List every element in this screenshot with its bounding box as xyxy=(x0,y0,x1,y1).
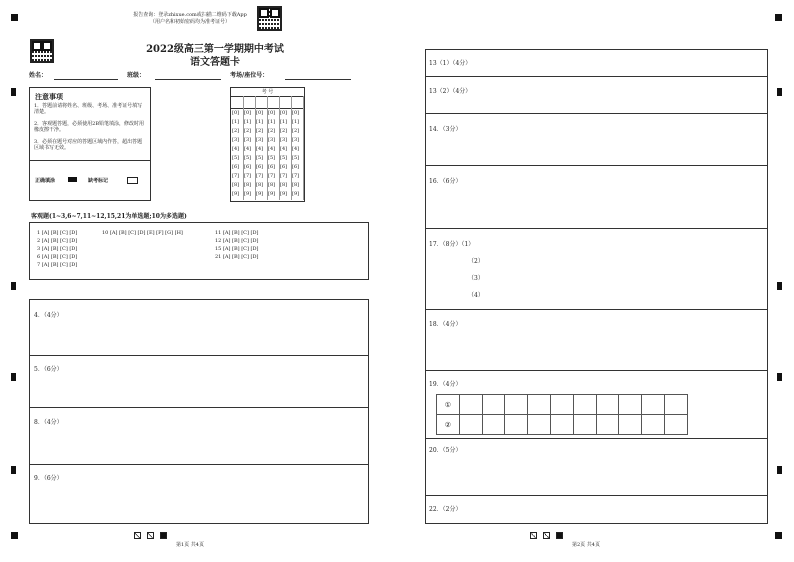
question-13-2-label: 13（2）（4分） xyxy=(429,88,472,95)
question-17-sub: （4） xyxy=(468,292,484,299)
grid-row-label: ① xyxy=(436,394,460,415)
objective-answer-row[interactable]: 1 [A] [B] [C] [D] xyxy=(37,230,78,236)
divider xyxy=(426,370,767,371)
grid-cell[interactable] xyxy=(504,394,528,415)
notice-item: 3．必须在题号对应的答题区域内作答，超出答题区域书写无效。 xyxy=(34,139,143,151)
exam-number-box xyxy=(230,87,305,202)
question-19-grid[interactable] xyxy=(436,394,687,434)
divider xyxy=(426,76,767,77)
grid-cell[interactable] xyxy=(527,414,551,435)
corner-marker xyxy=(11,14,18,21)
page-number: 第2页 共4页 xyxy=(572,542,600,548)
objective-col-2 xyxy=(102,229,183,237)
grid-cell[interactable] xyxy=(618,414,642,435)
grid-cell[interactable] xyxy=(596,414,620,435)
grid-cell[interactable] xyxy=(641,414,665,435)
exam-digit-bubble[interactable]: [7] xyxy=(244,173,252,179)
side-marker xyxy=(777,282,782,290)
page-marker-icon xyxy=(543,532,550,539)
exam-digit-bubble[interactable]: [7] xyxy=(256,173,264,179)
page-marker-icon xyxy=(134,532,141,539)
notice-box xyxy=(29,87,151,201)
divider xyxy=(30,464,368,465)
divider xyxy=(426,165,767,166)
grid-cell[interactable] xyxy=(573,414,597,435)
question-17-label: 17．（8分）（1） xyxy=(429,241,475,248)
objective-col-3 xyxy=(215,229,258,261)
side-marker xyxy=(11,373,16,381)
grid-cell[interactable] xyxy=(641,394,665,415)
side-marker xyxy=(11,88,16,96)
question-22-label: 22．（2分） xyxy=(429,506,462,513)
exam-digit-bubble[interactable]: [9] xyxy=(244,191,252,197)
correct-fill-label: 正确填涂 xyxy=(35,178,56,184)
question-9-label: 9．（6分） xyxy=(34,475,63,482)
question-20-label: 20．（5分） xyxy=(429,447,462,454)
exam-digit-bubble[interactable]: [9] xyxy=(232,191,240,197)
exam-digit-bubble[interactable]: [7] xyxy=(292,173,300,179)
grid-column-line xyxy=(303,96,304,200)
name-field[interactable] xyxy=(54,79,118,80)
objective-answer-row[interactable]: 21 [A] [B] [C] [D] xyxy=(215,254,259,260)
divider xyxy=(30,355,368,356)
corner-marker xyxy=(11,532,18,539)
grid-cell[interactable] xyxy=(664,394,688,415)
exam-digit-bubble[interactable]: [9] xyxy=(256,191,264,197)
question-4-label: 4．（4分） xyxy=(34,312,63,319)
grid-cell[interactable] xyxy=(550,394,574,415)
question-5-label: 5．（6分） xyxy=(34,366,63,373)
page-marker-icon xyxy=(160,532,167,539)
exam-digit-bubble[interactable]: [3] xyxy=(292,137,300,143)
exam-title: 2022级高三第一学期期中考试 xyxy=(146,44,284,55)
exam-digit-bubble[interactable]: [9] xyxy=(268,191,276,197)
exam-digit-bubble[interactable]: [0] xyxy=(280,110,288,116)
objective-answer-row[interactable]: 3 [A] [B] [C] [D] xyxy=(37,246,78,252)
objective-answer-row[interactable]: 11 [A] [B] [C] [D] xyxy=(215,230,259,236)
exam-digit-bubble[interactable]: [0] xyxy=(292,110,300,116)
exam-digit-bubble[interactable]: [2] xyxy=(280,128,288,134)
page-marker-icon xyxy=(530,532,537,539)
exam-digit-bubble[interactable]: [2] xyxy=(232,128,240,134)
page-marker-icon xyxy=(556,532,563,539)
exam-digit-bubble[interactable]: [6] xyxy=(244,164,252,170)
class-field[interactable] xyxy=(155,79,221,80)
divider xyxy=(426,309,767,310)
exam-digit-bubble[interactable]: [4] xyxy=(256,146,264,152)
corner-marker xyxy=(775,14,782,21)
grid-cell[interactable] xyxy=(527,394,551,415)
exam-digit-bubble[interactable]: [8] xyxy=(256,182,264,188)
exam-digit-bubble[interactable]: [8] xyxy=(292,182,300,188)
grid-cell[interactable] xyxy=(459,414,483,435)
objective-answer-row[interactable]: 10 [A] [B] [C] [D] [E] [F] [G] [H] xyxy=(102,230,183,236)
exam-digit-bubble[interactable]: [6] xyxy=(292,164,300,170)
exam-digit-bubble[interactable]: [8] xyxy=(280,182,288,188)
grid-cell[interactable] xyxy=(504,414,528,435)
divider xyxy=(30,407,368,408)
exam-digit-bubble[interactable]: [8] xyxy=(268,182,276,188)
exam-digit-bubble[interactable]: [4] xyxy=(280,146,288,152)
divider xyxy=(30,160,150,161)
exam-digit-bubble[interactable]: [2] xyxy=(268,128,276,134)
exam-digit-bubble[interactable]: [3] xyxy=(232,137,240,143)
exam-digit-bubble[interactable]: [0] xyxy=(256,110,264,116)
exam-digit-bubble[interactable]: [5] xyxy=(280,155,288,161)
exam-number-digit-grid xyxy=(232,110,304,200)
exam-digit-bubble[interactable]: [1] xyxy=(280,119,288,125)
notice-title: 注意事项 xyxy=(35,92,63,101)
question-13-1-label: 13（1）（4分） xyxy=(429,60,472,67)
objective-answer-row[interactable]: 6 [A] [B] [C] [D] xyxy=(37,254,78,260)
exam-digit-bubble[interactable]: [1] xyxy=(244,119,252,125)
objective-col-1 xyxy=(37,229,77,269)
left-answer-area xyxy=(29,299,369,524)
exam-digit-bubble[interactable]: [8] xyxy=(232,182,240,188)
objective-answer-row[interactable]: 12 [A] [B] [C] [D] xyxy=(215,238,259,244)
objective-title: 客观题(1~3,6~7,11~12,15,21为单选题;10为多选题) xyxy=(31,213,187,220)
exam-digit-bubble[interactable]: [2] xyxy=(244,128,252,134)
absent-checkbox[interactable] xyxy=(127,177,138,184)
question-17-sub: （3） xyxy=(468,275,484,282)
objective-box xyxy=(29,222,369,280)
exam-digit-bubble[interactable]: [8] xyxy=(244,182,252,188)
exam-digit-bubble[interactable]: [9] xyxy=(292,191,300,197)
exam-digit-bubble[interactable]: [7] xyxy=(232,173,240,179)
exam-digit-bubble[interactable]: [6] xyxy=(280,164,288,170)
absent-label: 缺考标记 xyxy=(88,178,109,184)
exam-digit-bubble[interactable]: [9] xyxy=(280,191,288,197)
exam-digit-bubble[interactable]: [3] xyxy=(256,137,264,143)
divider xyxy=(426,438,767,439)
name-label: 姓名： xyxy=(29,72,48,79)
corner-marker xyxy=(775,532,782,539)
exam-number-header: 考 号 xyxy=(231,89,304,97)
objective-answer-row[interactable]: 7 [A] [B] [C] [D] xyxy=(37,262,78,268)
exam-digit-bubble[interactable]: [6] xyxy=(268,164,276,170)
divider xyxy=(426,228,767,229)
question-14-label: 14．（3分） xyxy=(429,126,462,133)
page-number: 第1页 共4页 xyxy=(176,542,204,548)
exam-digit-bubble[interactable]: [1] xyxy=(292,119,300,125)
divider xyxy=(426,113,767,114)
exam-digit-bubble[interactable]: [6] xyxy=(232,164,240,170)
side-marker xyxy=(777,466,782,474)
exam-digit-bubble[interactable]: [2] xyxy=(292,128,300,134)
exam-digit-bubble[interactable]: [0] xyxy=(232,110,240,116)
exam-digit-bubble[interactable]: [4] xyxy=(292,146,300,152)
room-field[interactable] xyxy=(285,79,351,80)
room-label: 考场/座位号： xyxy=(230,72,269,79)
exam-digit-bubble[interactable]: [0] xyxy=(268,110,276,116)
divider xyxy=(426,495,767,496)
grid-row-label: ② xyxy=(436,414,460,435)
filled-mark-icon xyxy=(68,177,77,182)
sheet-title: 语文答题卡 xyxy=(190,57,240,68)
class-label: 班级： xyxy=(127,72,146,79)
scan-note: 报告查询：登录zhixue.com或扫描二维码下载App xyxy=(133,12,247,18)
exam-digit-bubble[interactable]: [5] xyxy=(232,155,240,161)
exam-digit-bubble[interactable]: [3] xyxy=(244,137,252,143)
question-8-label: 8．（4分） xyxy=(34,419,63,426)
side-marker xyxy=(777,373,782,381)
grid-cell[interactable] xyxy=(664,414,688,435)
notice-item: 2．客观题答题，必须使用2B铅笔填涂，修改时用橡皮擦干净。 xyxy=(34,121,145,133)
exam-digit-bubble[interactable]: [0] xyxy=(244,110,252,116)
exam-digit-bubble[interactable]: [5] xyxy=(256,155,264,161)
exam-digit-bubble[interactable]: [5] xyxy=(268,155,276,161)
exam-digit-bubble[interactable]: [7] xyxy=(268,173,276,179)
question-16-label: 16．（6分） xyxy=(429,178,462,185)
exam-digit-bubble[interactable]: [1] xyxy=(268,119,276,125)
exam-digit-bubble[interactable]: [2] xyxy=(256,128,264,134)
exam-digit-bubble[interactable]: [1] xyxy=(256,119,264,125)
page-marker-icon xyxy=(147,532,154,539)
question-18-label: 18．（4分） xyxy=(429,321,462,328)
qr-code-icon xyxy=(30,39,54,63)
exam-digit-bubble[interactable]: [1] xyxy=(232,119,240,125)
qr-code-icon xyxy=(257,6,282,31)
grid-cell[interactable] xyxy=(596,394,620,415)
right-answer-area xyxy=(425,49,768,524)
exam-digit-bubble[interactable]: [6] xyxy=(256,164,264,170)
scan-subnote: （用户名和初始密码均为准考证号） xyxy=(149,19,230,25)
exam-digit-bubble[interactable]: [5] xyxy=(292,155,300,161)
question-17-sub: （2） xyxy=(468,258,484,265)
exam-digit-bubble[interactable]: [5] xyxy=(244,155,252,161)
grid-cell[interactable] xyxy=(573,394,597,415)
grid-cell[interactable] xyxy=(618,394,642,415)
question-19-label: 19．（4分） xyxy=(429,381,462,388)
exam-digit-bubble[interactable]: [4] xyxy=(232,146,240,152)
exam-digit-bubble[interactable]: [7] xyxy=(280,173,288,179)
side-marker xyxy=(11,466,16,474)
exam-digit-bubble[interactable]: [4] xyxy=(268,146,276,152)
grid-cell[interactable] xyxy=(482,414,506,435)
exam-digit-bubble[interactable]: [3] xyxy=(280,137,288,143)
objective-answer-row[interactable]: 2 [A] [B] [C] [D] xyxy=(37,238,78,244)
grid-cell[interactable] xyxy=(550,414,574,435)
side-marker xyxy=(777,88,782,96)
objective-answer-row[interactable]: 15 [A] [B] [C] [D] xyxy=(215,246,259,252)
grid-cell[interactable] xyxy=(482,394,506,415)
grid-cell[interactable] xyxy=(459,394,483,415)
exam-digit-bubble[interactable]: [3] xyxy=(268,137,276,143)
notice-item: 1．答题前请将姓名、班级、考场、准考证号填写清楚。 xyxy=(34,103,143,115)
exam-digit-bubble[interactable]: [4] xyxy=(244,146,252,152)
side-marker xyxy=(11,282,16,290)
